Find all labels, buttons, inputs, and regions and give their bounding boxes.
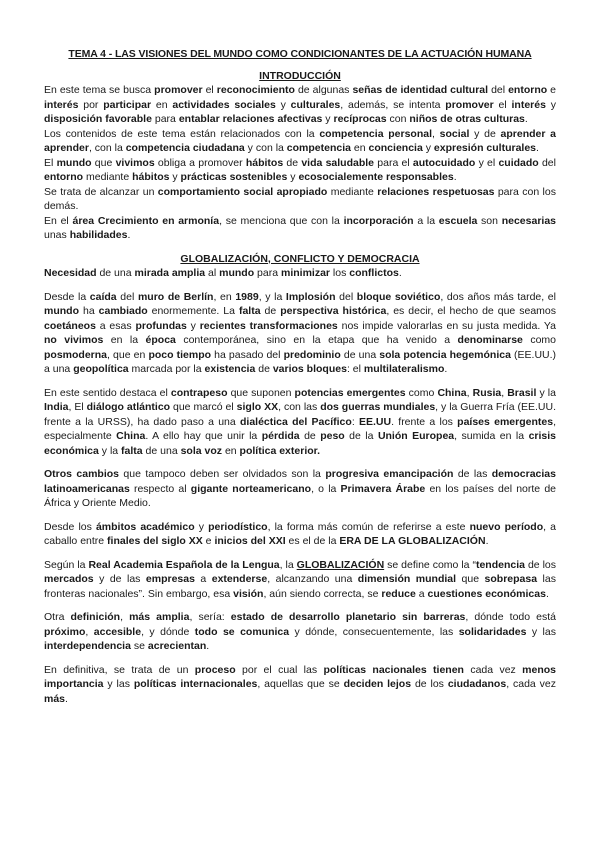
bold-text-run: social <box>439 127 470 140</box>
text-run: de <box>283 156 302 169</box>
bold-text-run: pérdida <box>261 430 300 442</box>
text-run: Según la <box>44 558 89 571</box>
bold-text-run: conciencia <box>368 142 423 154</box>
text-run: , la <box>279 558 297 571</box>
bold-text-run: nuevo período <box>469 520 544 533</box>
bold-text-run: vivimos <box>115 156 155 169</box>
bold-text-run: coetáneos <box>44 319 96 332</box>
text-run: , dos años más tarde, el <box>440 290 556 303</box>
text-run: . A ello hay que unir la <box>145 430 262 442</box>
text-run: de los <box>411 678 448 690</box>
bold-text-run: conflictos <box>349 267 399 279</box>
bold-text-run: ámbitos académico <box>95 520 195 533</box>
bold-text-run: área Crecimiento en armonía <box>72 214 220 227</box>
bold-text-run: Rusia <box>472 386 502 399</box>
text-run: , además, se intenta <box>340 98 446 111</box>
text-run: en los países del norte de África y Oriente Medio. <box>44 482 557 509</box>
bold-text-run: habilidades <box>69 229 128 241</box>
bold-text-run: autocuidado <box>412 156 476 169</box>
text-run: . <box>485 535 489 547</box>
text-run: como <box>405 386 438 399</box>
text-run: Se trata de alcanzar un <box>44 185 158 198</box>
global-paragraph-3 <box>44 386 556 459</box>
bold-text-run: diálogo atlántico <box>86 401 171 413</box>
text-run: y <box>194 520 209 533</box>
text-run: y <box>275 98 291 111</box>
text-run: y <box>322 113 334 125</box>
text-run: de las <box>453 468 492 480</box>
text-run: , que en <box>107 348 149 361</box>
text-run: de <box>299 430 321 442</box>
text-run: a esas <box>95 319 136 332</box>
bold-text-run: contrapeso <box>170 386 228 399</box>
bold-text-run: predominio <box>283 348 341 361</box>
text-run: a <box>194 573 212 585</box>
bold-text-run: participar <box>103 98 152 111</box>
text-run: de una <box>96 267 135 279</box>
bold-text-run: GLOBALIZACIÓN <box>296 558 385 571</box>
bold-text-run: Brasil <box>507 386 537 399</box>
text-run: los <box>330 267 350 279</box>
bold-text-run: falta <box>121 444 143 457</box>
text-run: y <box>186 319 200 332</box>
bold-text-run: denominarse <box>457 334 523 346</box>
section-heading-introduccion: INTRODUCCIÓN <box>259 69 341 82</box>
text-run: obliga a promover <box>154 156 246 169</box>
text-run: se <box>130 640 148 652</box>
global-paragraph-5 <box>44 520 556 549</box>
bold-text-run: gigante norteamericano <box>190 482 312 495</box>
text-run: Los contenidos de este tema están relacionados con la <box>44 127 320 140</box>
bold-text-run: hábitos <box>245 156 284 169</box>
text-run: para <box>254 267 281 279</box>
text-run: ha <box>79 305 99 317</box>
bold-text-run: incorporación <box>343 214 414 227</box>
bold-text-run: inicios del XXI <box>214 535 286 547</box>
text-run: del <box>116 290 138 303</box>
bold-text-run: dimensión mundial <box>357 573 457 585</box>
text-run: de los <box>524 558 556 571</box>
text-run: Desde los <box>44 520 96 533</box>
bold-text-run: progresiva emancipación <box>325 468 454 480</box>
text-run: En este sentido destaca el <box>44 386 171 399</box>
bold-text-run: solidaridades <box>458 625 527 638</box>
bold-text-run: comportamiento social apropiado <box>157 185 328 198</box>
text-run: Otra <box>44 611 71 623</box>
text-run: de algunas <box>294 84 353 96</box>
text-run: , la forma más común de referirse a este <box>267 520 470 533</box>
bold-text-run: países emergentes <box>457 415 554 428</box>
text-run: a la <box>413 214 439 227</box>
text-run: a <box>415 587 428 600</box>
text-run: con <box>386 113 410 125</box>
text-run: y las <box>526 625 556 638</box>
text-run: por el cual las <box>235 663 324 676</box>
text-run: : <box>351 415 359 428</box>
bold-text-run: Otros cambios <box>44 468 120 480</box>
bold-text-run: interdependencia <box>44 640 131 652</box>
bold-text-run: mundo <box>219 267 255 279</box>
bold-text-run: promover <box>154 84 203 96</box>
bold-text-run: hábitos <box>132 171 170 183</box>
text-run: , alcanzando una <box>267 573 358 585</box>
text-run: , aún siendo correcta, se <box>263 587 382 600</box>
text-run: en la <box>103 334 146 346</box>
text-run: , <box>501 386 508 399</box>
text-run: . <box>536 142 539 154</box>
intro-paragraph-5 <box>44 214 556 243</box>
text-run: , se menciona que con la <box>219 214 344 227</box>
text-run: . <box>65 692 68 705</box>
bold-text-run: reduce <box>381 587 416 600</box>
bold-text-run: definición <box>70 611 121 623</box>
bold-text-run: muro de Berlín <box>137 290 214 303</box>
text-run: de <box>255 363 273 375</box>
bold-text-run: acrecientan <box>147 640 207 652</box>
bold-text-run: entablar relaciones afectivas <box>178 113 323 125</box>
text-run: , o la <box>311 482 341 495</box>
bold-text-run: necesarias <box>501 214 557 227</box>
text-run: , <box>85 625 94 638</box>
bold-text-run: extenderse <box>211 573 268 585</box>
text-run: ha pasado del <box>211 348 284 361</box>
text-run: enormemente. La <box>147 305 239 317</box>
bold-text-run: disposición favorable <box>44 113 152 125</box>
text-run: en <box>351 142 369 154</box>
text-run: e <box>202 535 215 547</box>
text-run: , con la <box>88 142 126 154</box>
text-run: (EE.UU.) a una <box>44 348 557 375</box>
text-run: respecto al <box>129 482 191 495</box>
bold-text-run: deciden lejos <box>343 678 412 690</box>
text-run: mediante <box>327 185 378 198</box>
bold-text-run: varios bloques <box>272 363 347 375</box>
bold-text-run: cuidado <box>498 156 539 169</box>
text-run: que <box>91 156 116 169</box>
text-run: , aquellas que se <box>257 678 344 690</box>
text-run: , El <box>68 401 87 413</box>
global-paragraph-2 <box>44 290 556 377</box>
bold-text-run: Primavera Árabe <box>340 482 426 495</box>
bold-text-run: EE.UU <box>359 415 392 428</box>
text-run: . <box>127 229 131 241</box>
text-run: del <box>488 84 509 96</box>
bold-text-run: señas de identidad cultural <box>352 84 489 96</box>
text-run: y <box>287 171 299 183</box>
bold-text-run: escuela <box>438 214 478 227</box>
text-run: y dónde, consecuentemente, las <box>289 625 459 638</box>
bold-text-run: accesible <box>93 625 142 638</box>
bold-text-run: proceso <box>194 663 236 676</box>
text-run: que <box>456 573 485 585</box>
text-run: , a caballo entre <box>44 520 556 547</box>
bold-text-run: periodístico <box>208 520 268 533</box>
bold-text-run: sobrepasa <box>484 573 538 585</box>
text-run: , <box>120 611 130 623</box>
bold-text-run: Implosión <box>285 290 336 303</box>
bold-text-run: más amplia <box>129 611 190 623</box>
bold-text-run: expresión culturales <box>433 142 537 154</box>
text-run: . <box>524 113 528 125</box>
text-run: y la <box>536 386 556 399</box>
bold-text-run: profundas <box>135 319 187 332</box>
bold-text-run: minimizar <box>280 267 330 279</box>
bold-text-run: caída <box>89 290 117 303</box>
text-run: y <box>169 171 181 183</box>
bold-text-run: potencias emergentes <box>294 386 406 399</box>
bold-text-run: competencia <box>286 142 351 154</box>
bold-text-run: multilateralismo <box>363 363 445 375</box>
bold-text-run: India <box>44 401 69 413</box>
intro-paragraph-1 <box>44 83 556 127</box>
bold-text-run: época <box>145 334 176 346</box>
text-run: e <box>547 84 556 96</box>
text-run: , <box>432 127 440 140</box>
bold-text-run: 1989 <box>235 290 259 303</box>
global-paragraph-6 <box>44 558 556 602</box>
bold-text-run: recientes transformaciones <box>199 319 338 332</box>
text-run: en <box>222 444 240 457</box>
bold-text-run: interés <box>44 98 79 111</box>
bold-text-run: Necesidad <box>44 267 97 279</box>
bold-text-run: prácticas sostenibles <box>180 171 288 183</box>
text-run: . <box>453 171 457 183</box>
text-run: , sería: <box>189 611 231 623</box>
bold-text-run: existencia <box>204 363 256 375</box>
bold-text-run: ERA DE LA GLOBALIZACIÓN <box>339 535 486 547</box>
bold-text-run: finales del siglo XX <box>107 535 203 547</box>
text-run: cada vez <box>463 663 523 676</box>
text-run: de la <box>344 430 378 442</box>
bold-text-run: todo se comunica <box>194 625 290 638</box>
bold-text-run: Real Academia Española de la Lengua <box>88 558 280 571</box>
text-run: y las <box>103 678 134 690</box>
bold-text-run: dialéctica del Pacífico <box>239 415 352 428</box>
global-paragraph-4 <box>44 467 556 511</box>
bold-text-run: estado de desarrollo planetario sin barreras <box>230 611 466 623</box>
bold-text-run: relaciones respetuosas <box>377 185 495 198</box>
text-run: El <box>44 156 57 169</box>
bold-text-run: dos guerras mundiales <box>320 401 436 413</box>
bold-text-run: más <box>44 692 66 705</box>
text-run: son <box>477 214 502 227</box>
bold-text-run: peso <box>320 430 345 442</box>
bold-text-run: mercados <box>44 573 94 585</box>
bold-text-run: falta <box>238 305 261 317</box>
text-run: para <box>151 113 179 125</box>
text-run: , sumida en la <box>454 430 529 442</box>
bold-text-run: próximo <box>44 625 86 638</box>
bold-text-run: entorno <box>44 171 84 183</box>
text-run: las fronteras nacionales”. Sin embargo, esa <box>44 573 556 600</box>
text-run: unas <box>44 229 70 241</box>
text-run: que tampoco deben ser olvidados son la <box>119 468 326 480</box>
bold-text-run: actividades sociales <box>172 98 276 111</box>
bold-text-run: cambiado <box>98 305 148 317</box>
text-run: En definitiva, se trata de un <box>44 663 195 676</box>
text-run: , dónde todo está <box>465 611 557 623</box>
bold-text-run: poco tiempo <box>148 348 212 361</box>
bold-text-run: menos importancia <box>44 663 556 690</box>
text-run: . <box>444 363 448 375</box>
text-run: marcada por la <box>128 363 205 375</box>
text-run: . frente a los <box>391 415 458 428</box>
bold-text-run: geopolítica <box>73 363 129 375</box>
bold-text-run: vida saludable <box>301 156 375 169</box>
text-run: se define como la “ <box>384 558 476 571</box>
text-run: . <box>398 267 402 279</box>
text-run: En el <box>44 214 73 227</box>
bold-text-run: visión <box>233 587 264 600</box>
bold-text-run: competencia ciudadana <box>125 142 245 154</box>
text-run: y con la <box>244 142 287 154</box>
bold-text-run: sola voz <box>180 444 223 457</box>
bold-text-run: tendencia <box>475 558 525 571</box>
intro-paragraph-4 <box>44 185 556 214</box>
bold-text-run: cuestiones económicas <box>427 587 546 600</box>
bold-text-run: no vivimos <box>44 334 104 346</box>
bold-text-run: mundo <box>56 156 92 169</box>
text-run: como <box>522 334 557 346</box>
text-run: , especialmente <box>44 415 556 442</box>
bold-text-run: China <box>437 386 467 399</box>
text-run: , y la Guerra Fría (EE.UU. frente a la URSS), ha dado paso a una <box>44 401 557 428</box>
bold-text-run: crisis económica <box>44 430 557 457</box>
text-run: y <box>545 98 557 111</box>
bold-text-run: sola potencia hegemónica <box>379 348 511 361</box>
text-run: , cada vez <box>506 678 556 690</box>
intro-paragraph-2 <box>44 127 556 156</box>
text-run: nos impide valorarlas en su justa medida. Ya <box>337 319 556 332</box>
text-run: , y dónde <box>141 625 195 638</box>
text-run: por <box>78 98 104 111</box>
text-run: de una <box>142 444 181 457</box>
bold-text-run: políticas internacionales <box>133 678 258 690</box>
text-run: para el <box>374 156 413 169</box>
bold-text-run: recíprocas <box>333 113 387 125</box>
global-paragraph-7 <box>44 610 556 654</box>
bold-text-run: aprender a aprender <box>44 127 557 154</box>
global-paragraph-1 <box>44 266 556 281</box>
text-run: , <box>466 386 473 399</box>
text-run: En este tema se busca <box>44 84 155 96</box>
global-paragraph-8 <box>44 663 556 707</box>
bold-text-run: competencia personal <box>319 127 433 140</box>
text-run: . <box>545 587 549 600</box>
text-run: el <box>493 98 512 111</box>
bold-text-run: ciudadanos <box>447 678 507 690</box>
intro-paragraph-3 <box>44 156 556 185</box>
text-run: contemporánea, sino en la etapa que ha venido a <box>175 334 458 346</box>
bold-text-run: siglo XX <box>236 401 279 413</box>
text-run: : el <box>346 363 364 375</box>
bold-text-run: mirada amplia <box>134 267 206 279</box>
text-run: del <box>335 290 357 303</box>
bold-text-run: ecosocialemente responsables <box>298 171 454 183</box>
text-run: para con los demás. <box>44 185 556 212</box>
text-run: de <box>260 305 281 317</box>
text-run: que marcó el <box>170 401 237 413</box>
text-run: Desde la <box>44 290 90 303</box>
text-run: y de las <box>93 573 146 585</box>
bold-text-run: Unión Europea <box>377 430 455 442</box>
bold-text-run: política exterior. <box>239 444 321 457</box>
bold-text-run: interés <box>511 98 546 111</box>
text-run: , en <box>213 290 236 303</box>
bold-text-run: China <box>116 430 146 442</box>
document-title: TEMA 4 - LAS VISIONES DEL MUNDO COMO CONDICIONANTES DE LA ACTUACIÓN HUMANA <box>68 48 532 60</box>
bold-text-run: posmoderna <box>44 348 108 361</box>
bold-text-run: niños de otras culturas <box>409 113 525 125</box>
text-run: , con las <box>278 401 321 413</box>
text-run: y de <box>469 127 501 140</box>
text-run: de una <box>340 348 380 361</box>
text-run: , es decir, el hecho de que seamos <box>386 305 556 317</box>
text-run: y <box>422 142 434 154</box>
bold-text-run: políticas nacionales tienen <box>323 663 464 676</box>
section-heading-globalizacion: GLOBALIZACIÓN, CONFLICTO Y DEMOCRACIA <box>180 252 420 265</box>
bold-text-run: mundo <box>44 305 79 317</box>
text-run: y el <box>475 156 499 169</box>
bold-text-run: empresas <box>145 573 195 585</box>
text-run: , y la <box>258 290 286 303</box>
text-run: . <box>206 640 210 652</box>
text-run: es el de la <box>285 535 340 547</box>
text-run: mediante <box>83 171 133 183</box>
bold-text-run: bloque soviético <box>356 290 441 303</box>
bold-text-run: democracias latinoamericanas <box>44 468 556 495</box>
text-run: que suponen <box>227 386 295 399</box>
text-run: al <box>205 267 220 279</box>
text-run: del <box>538 156 556 169</box>
text-run: en <box>151 98 173 111</box>
bold-text-run: perspectiva histórica <box>280 305 387 317</box>
bold-text-run: reconocimiento <box>216 84 295 96</box>
bold-text-run: entorno <box>508 84 548 96</box>
bold-text-run: culturales <box>290 98 341 111</box>
text-run: y la <box>98 444 122 457</box>
text-run: el <box>202 84 217 96</box>
bold-text-run: promover <box>445 98 494 111</box>
